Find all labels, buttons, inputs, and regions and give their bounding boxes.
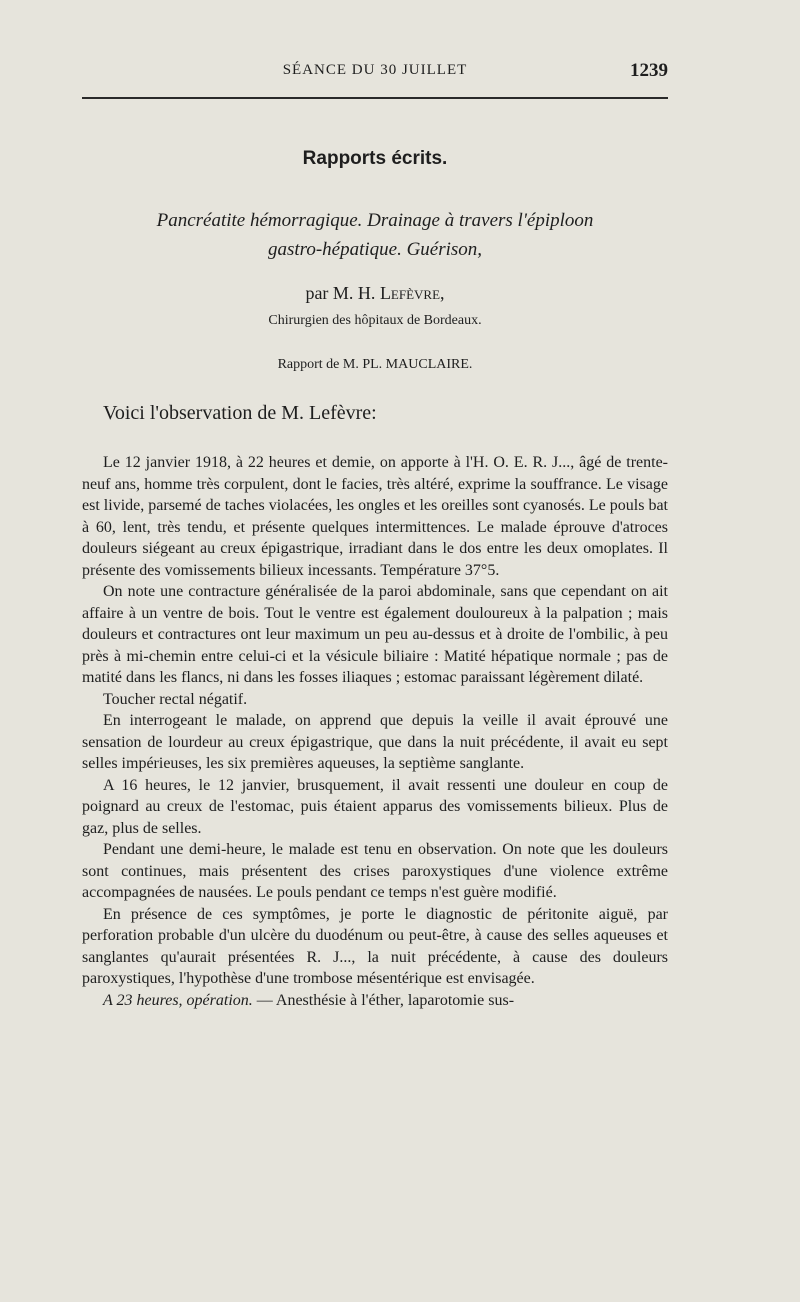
paragraph-5: A 16 heures, le 12 janvier, brusquement, il avait ressenti une douleur en coup de poignard au creux de l'estomac, puis étaient apparus des vomissements bilieux. Plus de gaz, plus de selles. — [82, 776, 668, 837]
author-suffix: , — [440, 283, 445, 303]
section-title: Rapports écrits. — [302, 148, 448, 169]
rapport-line: Rapport de M. PL. MAUCLAIRE. — [277, 357, 473, 372]
paragraph-8 — [82, 990, 668, 1012]
article-title-line-2: gastro-hépatique. Guérison, — [267, 239, 483, 260]
author-name: Lefèvre — [379, 283, 441, 303]
paragraph-7: En présence de ces symptômes, je porte le diagnostic de péritonite aiguë, par perforation probable d'un ulcère du duodénum ou peut-être, à cause des selles aqueuses et sanglantes qu'aurait présentées R. J..., la nuit précédente, à cause des douleurs paroxystiques, l'hypothèse d'une trombose mésentérique est envisagée. — [82, 905, 668, 987]
paragraph-6: Pendant une demi-heure, le malade est tenu en observation. On note que les douleurs sont continues, mais présentent des crises paroxystiques d'une violence extrême accompagnées de nausées. Le pouls pendant ce temps n'est guère modifié. — [82, 841, 668, 901]
article-title — [82, 206, 668, 264]
author-prefix: par M. H. — [305, 283, 380, 303]
running-title: SÉANCE DU 30 JUILLET — [282, 62, 468, 78]
article-title-line-1: Pancréatite hémorragique. Drainage à travers l'épiploon — [156, 210, 594, 231]
intro-sentence: Voici l'observation de M. Lefèvre: — [103, 402, 377, 424]
author-affiliation: Chirurgien des hôpitaux de Bordeaux. — [268, 313, 482, 328]
author-line — [82, 283, 668, 304]
paragraph-3: Toucher rectal négatif. — [103, 690, 248, 708]
article-body — [82, 452, 668, 1011]
running-head — [82, 60, 668, 86]
header-rule — [82, 97, 668, 99]
paragraph-1: Le 12 janvier 1918, à 22 heures et demie, on apporte à l'H. O. E. R. J..., âgé de trente-neuf ans, homme très corpulent, dont le facies, très altéré, exprime la souffrance. Le visage est livide, parsemé de taches violacées, les ongles et les oreilles sont cyanosés. Le pouls bat à 60, lent, très tendu, et présente quelques intermittences. Le malade éprouve d'atroces douleurs siégeant au creux épigastrique, irradiant dans le dos entre les deux omoplates. Il présente des vomissements bilieux incessants. Température 37°5. — [82, 454, 668, 579]
paragraph-4: En interrogeant le malade, on apprend que depuis la veille il avait éprouvé une sensation de lourdeur au creux épigastrique, que dans la nuit précédente, il avait eu sept selles impérieuses, les six premières aqueuses, la septième sanglante. — [82, 712, 668, 772]
paragraph-8-rest: — Anesthésie à l'éther, laparotomie sus- — [252, 991, 515, 1009]
paragraph-2: On note une contracture généralisée de la paroi abdominale, sans que cependant on ait affaire à un ventre de bois. Tout le ventre est également douloureux à la palpation ; mais douleurs et contractures ont leur maximum un peu au-dessus et à droite de l'ombilic, à peu près à mi-chemin entre celui-ci et la vésicule biliaire : Matité hépatique normale ; pas de matité dans les flancs, ni dans les fosses iliaques ; estomac paraissant légèrement dilaté. — [82, 583, 668, 686]
page-number: 1239 — [630, 60, 668, 81]
paragraph-8-italic: A 23 heures, opération. — [103, 991, 253, 1009]
